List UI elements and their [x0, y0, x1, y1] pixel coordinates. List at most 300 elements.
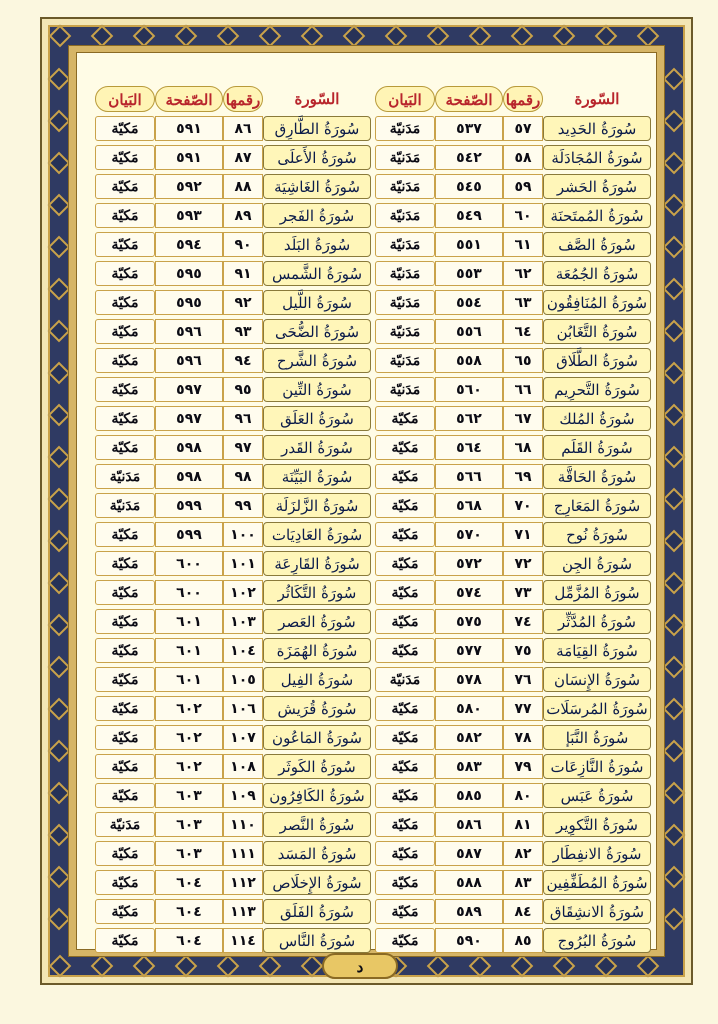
surah-name: سُورَةُ الإِنسَان: [543, 667, 651, 692]
surah-name: سُورَةُ الانشِقَاق: [543, 899, 651, 924]
table-row: [375, 493, 651, 518]
surah-name: سُورَةُ التَّكوِير: [543, 812, 651, 837]
surah-type: مَكيّة: [95, 551, 155, 576]
surah-number: ٨٥: [503, 928, 543, 953]
table-row: [95, 551, 371, 576]
frame-ornament: [48, 824, 71, 847]
surah-page: ٥٨٦: [435, 812, 503, 837]
surah-name: سُورَةُ الحَدِيد: [543, 116, 651, 141]
surah-number: ٩٠: [223, 232, 263, 257]
surah-type: مَدَنيّة: [375, 348, 435, 373]
surah-number: ٨٠: [503, 783, 543, 808]
surah-name: سُورَةُ الشَّرح: [263, 348, 371, 373]
frame-ornament: [663, 446, 686, 469]
surah-name: سُورَةُ المُنَافِقُون: [543, 290, 651, 315]
surah-number: ٧٧: [503, 696, 543, 721]
surah-name: سُورَةُ الجِن: [543, 551, 651, 576]
surah-number: ٧٥: [503, 638, 543, 663]
frame-ornament: [663, 530, 686, 553]
table-row: [95, 696, 371, 721]
surah-page: ٥٩٧: [155, 377, 223, 402]
surah-page: ٥٨٧: [435, 841, 503, 866]
frame-ornament: [663, 698, 686, 721]
surah-page: ٥٧٨: [435, 667, 503, 692]
surah-number: ٩٧: [223, 435, 263, 460]
frame-ornament: [469, 25, 492, 48]
surah-type: مَكيّة: [375, 696, 435, 721]
frame-ornament: [48, 782, 71, 805]
table-row: [375, 116, 651, 141]
surah-page: ٥٥٦: [435, 319, 503, 344]
header-page: الصّفحة: [155, 86, 223, 112]
frame-ornament: [48, 740, 71, 763]
table-row: [95, 261, 371, 286]
surah-type: مَكيّة: [95, 638, 155, 663]
table-row: [375, 580, 651, 605]
surah-name: سُورَةُ الفَلَق: [263, 899, 371, 924]
surah-name: سُورَةُ القَارِعَة: [263, 551, 371, 576]
table-row: [375, 464, 651, 489]
surah-name: سُورَةُ التَّحرِيم: [543, 377, 651, 402]
surah-type: مَدَنيّة: [375, 377, 435, 402]
surah-type: مَكيّة: [375, 899, 435, 924]
table-row: [95, 754, 371, 779]
surah-number: ٧٦: [503, 667, 543, 692]
surah-page: ٥٦٠: [435, 377, 503, 402]
frame-ornament: [553, 955, 576, 978]
frame-ornament: [48, 236, 71, 259]
surah-type: مَدَنيّة: [375, 174, 435, 199]
table-row: [95, 899, 371, 924]
surah-name: سُورَةُ النَّاس: [263, 928, 371, 953]
surah-number: ٩٤: [223, 348, 263, 373]
surah-number: ٨٦: [223, 116, 263, 141]
surah-name: سُورَةُ الأَعلَى: [263, 145, 371, 170]
surah-type: مَكيّة: [375, 435, 435, 460]
surah-page: ٥٨٩: [435, 899, 503, 924]
table-row: [95, 348, 371, 373]
table-row: [375, 232, 651, 257]
frame-ornament: [48, 404, 71, 427]
table-row: [95, 464, 371, 489]
header-number: رقمها: [223, 86, 263, 112]
surah-name: سُورَةُ اللَّيل: [263, 290, 371, 315]
surah-name: سُورَةُ المُزَّمِّل: [543, 580, 651, 605]
surah-name: سُورَةُ المُدَّثِّر: [543, 609, 651, 634]
table-row: [95, 609, 371, 634]
surah-type: مَكيّة: [95, 696, 155, 721]
surah-number: ٦٠: [503, 203, 543, 228]
surah-number: ٥٧: [503, 116, 543, 141]
surah-page: ٥٧٠: [435, 522, 503, 547]
table-row: [95, 522, 371, 547]
surah-name: سُورَةُ الفَجر: [263, 203, 371, 228]
frame-ornament: [511, 955, 534, 978]
surah-type: مَكيّة: [95, 754, 155, 779]
surah-name: سُورَةُ العَادِيَات: [263, 522, 371, 547]
header-type: البَيان: [375, 86, 435, 112]
table-row: [95, 870, 371, 895]
table-row: [95, 783, 371, 808]
table-row: [375, 812, 651, 837]
surah-page: ٥٩٦: [155, 348, 223, 373]
table-row: [375, 899, 651, 924]
surah-name: سُورَةُ العَلَق: [263, 406, 371, 431]
table-row: [95, 841, 371, 866]
frame-ornament: [259, 955, 282, 978]
frame-ornament: [427, 955, 450, 978]
table-header: [95, 86, 371, 112]
frame-ornament: [663, 866, 686, 889]
surah-number: ٧٩: [503, 754, 543, 779]
surah-type: مَكيّة: [375, 870, 435, 895]
frame-ornament: [663, 614, 686, 637]
surah-name: سُورَةُ الضُّحَى: [263, 319, 371, 344]
surah-page: ٦٠٠: [155, 580, 223, 605]
surah-number: ٦٦: [503, 377, 543, 402]
surah-number: ١٠٧: [223, 725, 263, 750]
surah-page: ٥٩٦: [155, 319, 223, 344]
surah-number: ١١٢: [223, 870, 263, 895]
frame-ornament: [48, 572, 71, 595]
surah-page: ٦٠٠: [155, 551, 223, 576]
surah-page: ٦٠٤: [155, 870, 223, 895]
surah-name: سُورَةُ قُرَيش: [263, 696, 371, 721]
frame-ornament: [91, 25, 114, 48]
surah-number: ٨٩: [223, 203, 263, 228]
surah-name: سُورَةُ المُلك: [543, 406, 651, 431]
surah-name: سُورَةُ التَّكَاثُر: [263, 580, 371, 605]
surah-number: ٩٣: [223, 319, 263, 344]
surah-page: ٥٧٢: [435, 551, 503, 576]
surah-number: ٧٨: [503, 725, 543, 750]
surah-page: ٥٨٣: [435, 754, 503, 779]
surah-name: سُورَةُ المَسَد: [263, 841, 371, 866]
index-panel: [76, 52, 657, 950]
surah-name: سُورَةُ الشَّمس: [263, 261, 371, 286]
frame-ornament: [133, 955, 156, 978]
surah-name: سُورَةُ المُطَفِّفِين: [543, 870, 651, 895]
surah-type: مَكيّة: [375, 464, 435, 489]
surah-type: مَدَنيّة: [375, 290, 435, 315]
surah-name: سُورَةُ الإِخلَاص: [263, 870, 371, 895]
surah-type: مَدَنيّة: [375, 203, 435, 228]
surah-name: سُورَةُ الكَوثَر: [263, 754, 371, 779]
frame-ornament: [49, 25, 72, 48]
table-row: [95, 174, 371, 199]
frame-ornament: [49, 955, 72, 978]
table-row: [95, 435, 371, 460]
frame-ornament: [663, 572, 686, 595]
surah-page: ٥٩٧: [155, 406, 223, 431]
table-row: [95, 667, 371, 692]
surah-type: مَكيّة: [375, 609, 435, 634]
surah-number: ٦٤: [503, 319, 543, 344]
surah-page: ٥٦٢: [435, 406, 503, 431]
frame-ornament: [48, 278, 71, 301]
table-row: [95, 319, 371, 344]
frame-ornament: [91, 955, 114, 978]
surah-name: سُورَةُ المُرسَلَات: [543, 696, 651, 721]
surah-name: سُورَةُ القِيَامَة: [543, 638, 651, 663]
surah-page: ٥٦٨: [435, 493, 503, 518]
frame-ornament: [663, 404, 686, 427]
surah-number: ٨٣: [503, 870, 543, 895]
table-row: [375, 203, 651, 228]
surah-name: سُورَةُ الطَّارِق: [263, 116, 371, 141]
header-surah: السّورة: [294, 90, 340, 108]
table-row: [95, 377, 371, 402]
surah-name: سُورَةُ نُوح: [543, 522, 651, 547]
surah-number: ٨٨: [223, 174, 263, 199]
table-header: [375, 86, 651, 112]
table-row: [375, 435, 651, 460]
surah-page: ٥٦٤: [435, 435, 503, 460]
surah-page: ٥٣٧: [435, 116, 503, 141]
surah-type: مَكيّة: [95, 609, 155, 634]
surah-type: مَكيّة: [95, 232, 155, 257]
surah-page: ٥٩٩: [155, 493, 223, 518]
surah-number: ٩٨: [223, 464, 263, 489]
surah-type: مَكيّة: [95, 290, 155, 315]
surah-type: مَكيّة: [375, 551, 435, 576]
surah-page: ٥٩٠: [435, 928, 503, 953]
frame-ornament: [427, 25, 450, 48]
surah-type: مَكيّة: [95, 580, 155, 605]
surah-name: سُورَةُ المُجَادَلَة: [543, 145, 651, 170]
surah-name: سُورَةُ الفِيل: [263, 667, 371, 692]
table-row: [375, 290, 651, 315]
surah-page: ٥٩١: [155, 145, 223, 170]
table-row: [375, 725, 651, 750]
frame-ornament: [385, 25, 408, 48]
surah-number: ٦٩: [503, 464, 543, 489]
surah-name: سُورَةُ الزَّلزَلَة: [263, 493, 371, 518]
surah-type: مَكيّة: [95, 348, 155, 373]
surah-name: سُورَةُ المَاعُون: [263, 725, 371, 750]
surah-page: ٥٩٤: [155, 232, 223, 257]
surah-page: ٥٦٦: [435, 464, 503, 489]
surah-name: سُورَةُ النَّبَإ: [543, 725, 651, 750]
surah-page: ٦٠١: [155, 667, 223, 692]
surah-number: ١١١: [223, 841, 263, 866]
table-row: [375, 522, 651, 547]
table-row: [95, 638, 371, 663]
surah-page: ٥٧٤: [435, 580, 503, 605]
table-row: [95, 812, 371, 837]
header-page: الصّفحة: [435, 86, 503, 112]
table-row: [95, 232, 371, 257]
frame-ornament: [301, 955, 324, 978]
frame-ornament: [175, 955, 198, 978]
frame-ornament: [663, 782, 686, 805]
surah-type: مَكيّة: [95, 116, 155, 141]
surah-number: ٦٧: [503, 406, 543, 431]
surah-type: مَكيّة: [95, 435, 155, 460]
surah-type: مَدَنيّة: [375, 145, 435, 170]
surah-type: مَكيّة: [95, 899, 155, 924]
surah-page: ٥٤٥: [435, 174, 503, 199]
surah-number: ١١٠: [223, 812, 263, 837]
frame-ornament: [663, 488, 686, 511]
table-row: [375, 667, 651, 692]
surah-type: مَكيّة: [375, 580, 435, 605]
table-row: [375, 841, 651, 866]
surah-page: ٥٩١: [155, 116, 223, 141]
frame-ornament: [663, 110, 686, 133]
surah-number: ٩٦: [223, 406, 263, 431]
frame-ornament: [133, 25, 156, 48]
surah-page: ٥٩٥: [155, 290, 223, 315]
surah-type: مَدَنيّة: [95, 464, 155, 489]
surah-name: سُورَةُ البَلَد: [263, 232, 371, 257]
frame-ornament: [48, 110, 71, 133]
frame-ornament: [301, 25, 324, 48]
surah-type: مَكيّة: [95, 870, 155, 895]
surah-page: ٥٩٨: [155, 435, 223, 460]
surah-page: ٦٠٣: [155, 812, 223, 837]
table-row: [375, 928, 651, 953]
surah-name: سُورَةُ البُرُوج: [543, 928, 651, 953]
surah-number: ١٠٣: [223, 609, 263, 634]
surah-number: ١٠١: [223, 551, 263, 576]
table-row: [375, 406, 651, 431]
surah-number: ٦٢: [503, 261, 543, 286]
surah-number: ٩٩: [223, 493, 263, 518]
frame-ornament: [663, 152, 686, 175]
surah-type: مَكيّة: [95, 928, 155, 953]
surah-type: مَدَنيّة: [375, 261, 435, 286]
surah-number: ٩١: [223, 261, 263, 286]
surah-type: مَدَنيّة: [375, 667, 435, 692]
surah-page: ٦٠٢: [155, 725, 223, 750]
surah-number: ٧٤: [503, 609, 543, 634]
surah-name: سُورَةُ الصَّف: [543, 232, 651, 257]
surah-number: ٧١: [503, 522, 543, 547]
frame-ornament: [663, 278, 686, 301]
table-row: [375, 870, 651, 895]
surah-page: ٥٨٨: [435, 870, 503, 895]
surah-name: سُورَةُ الحَشر: [543, 174, 651, 199]
surah-type: مَكيّة: [375, 754, 435, 779]
surah-type: مَكيّة: [95, 725, 155, 750]
frame-ornament: [663, 656, 686, 679]
frame-ornament: [663, 824, 686, 847]
surah-name: سُورَةُ الحَاقَّة: [543, 464, 651, 489]
surah-number: ١٠٦: [223, 696, 263, 721]
frame-ornament: [48, 614, 71, 637]
frame-ornament: [595, 955, 618, 978]
table-row: [375, 609, 651, 634]
surah-number: ١٠٨: [223, 754, 263, 779]
frame-ornament: [663, 320, 686, 343]
surah-name: سُورَةُ التَّغَابُن: [543, 319, 651, 344]
table-row: [375, 319, 651, 344]
frame-ornament: [217, 25, 240, 48]
frame-ornament: [175, 25, 198, 48]
table-row: [375, 783, 651, 808]
frame-ornament: [343, 25, 366, 48]
surah-page: ٦٠٣: [155, 841, 223, 866]
surah-number: ١٠٩: [223, 783, 263, 808]
frame-ornament: [637, 955, 660, 978]
surah-page: ٥٤٢: [435, 145, 503, 170]
surah-number: ٥٩: [503, 174, 543, 199]
surah-number: ١٠٥: [223, 667, 263, 692]
frame-ornament: [637, 25, 660, 48]
page-number: د: [322, 953, 398, 979]
table-row: [375, 696, 651, 721]
surah-number: ٥٨: [503, 145, 543, 170]
table-row: [95, 290, 371, 315]
surah-type: مَكيّة: [375, 783, 435, 808]
frame-ornament: [663, 68, 686, 91]
surah-type: مَكيّة: [95, 406, 155, 431]
frame-ornament: [663, 236, 686, 259]
surah-type: مَكيّة: [95, 145, 155, 170]
frame-ornament: [48, 152, 71, 175]
frame-ornament: [553, 25, 576, 48]
header-surah: السّورة: [574, 90, 620, 108]
surah-page: ٥٩٨: [155, 464, 223, 489]
frame-ornament: [259, 25, 282, 48]
surah-name: سُورَةُ الهُمَزَة: [263, 638, 371, 663]
surah-number: ٧٢: [503, 551, 543, 576]
surah-page: ٥٨٥: [435, 783, 503, 808]
index-column-left: [95, 86, 371, 957]
surah-type: مَكيّة: [95, 377, 155, 402]
surah-page: ٥٩٥: [155, 261, 223, 286]
frame-ornament: [469, 955, 492, 978]
surah-number: ٨٤: [503, 899, 543, 924]
surah-name: سُورَةُ التِّين: [263, 377, 371, 402]
table-row: [95, 116, 371, 141]
frame-ornament: [663, 362, 686, 385]
table-body-left: [95, 116, 371, 953]
surah-page: ٦٠٤: [155, 928, 223, 953]
table-row: [375, 145, 651, 170]
surah-type: مَكيّة: [95, 841, 155, 866]
surah-page: ٥٩٢: [155, 174, 223, 199]
surah-type: مَكيّة: [375, 522, 435, 547]
index-column-right: [375, 86, 651, 957]
surah-number: ٦٣: [503, 290, 543, 315]
surah-name: سُورَةُ الجُمُعَة: [543, 261, 651, 286]
surah-page: ٥٩٣: [155, 203, 223, 228]
surah-name: سُورَةُ البَيِّنَة: [263, 464, 371, 489]
table-row: [375, 261, 651, 286]
table-row: [375, 754, 651, 779]
surah-page: ٥٧٧: [435, 638, 503, 663]
surah-page: ٥٤٩: [435, 203, 503, 228]
surah-type: مَكيّة: [95, 174, 155, 199]
surah-number: ٦٥: [503, 348, 543, 373]
surah-type: مَكيّة: [95, 203, 155, 228]
frame-ornament: [663, 740, 686, 763]
surah-name: سُورَةُ المُمتَحنَة: [543, 203, 651, 228]
frame-ornament: [48, 362, 71, 385]
frame-ornament: [48, 194, 71, 217]
surah-name: سُورَةُ الانفِطَار: [543, 841, 651, 866]
surah-type: مَكيّة: [375, 638, 435, 663]
frame-ornament: [48, 698, 71, 721]
surah-type: مَدَنيّة: [95, 493, 155, 518]
table-row: [95, 725, 371, 750]
table-row: [95, 580, 371, 605]
frame-ornament: [663, 194, 686, 217]
header-number: رقمها: [503, 86, 543, 112]
surah-type: مَكيّة: [95, 319, 155, 344]
